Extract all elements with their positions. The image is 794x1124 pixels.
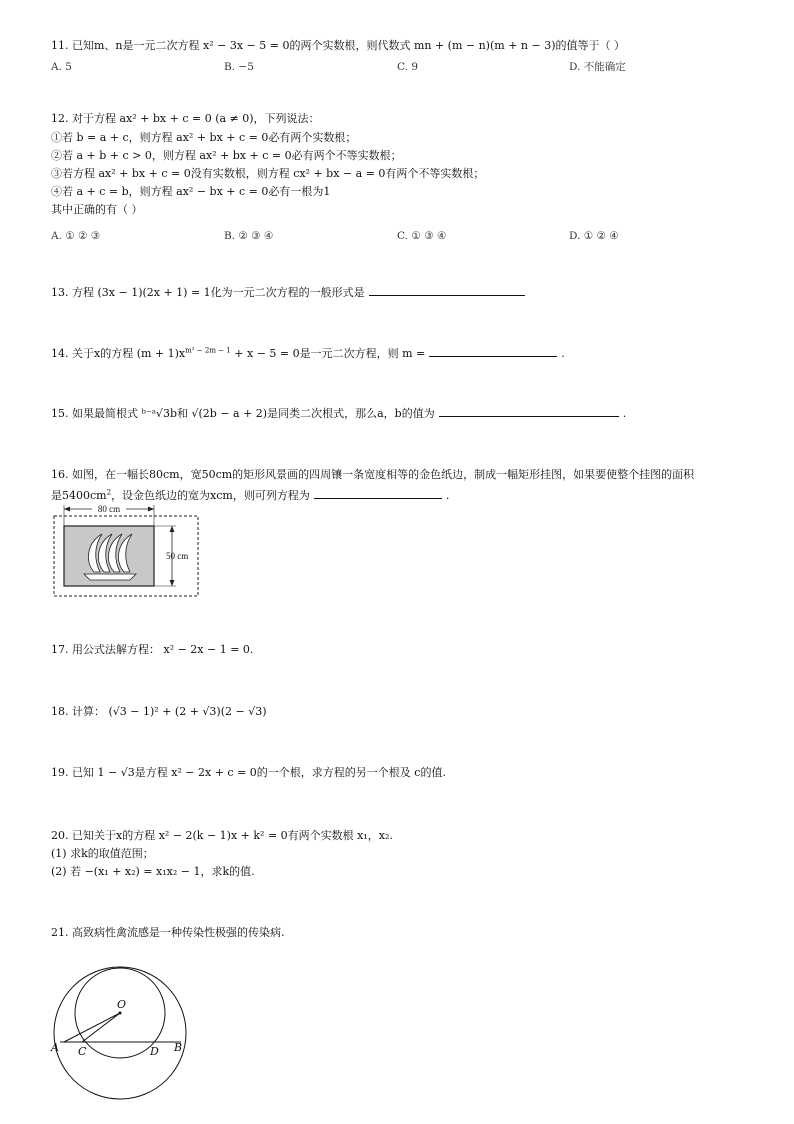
q19-text: 19. 已知 1 − √3是方程 x² − 2x + c = 0的一个根，求方程的另一个根及 c的值. [51, 766, 446, 779]
q14-line [51, 345, 565, 361]
q12-option-d: D. ① ② ④ [569, 230, 619, 242]
q15-line [51, 405, 626, 421]
q12-question: 其中正确的有（ ） [51, 203, 143, 216]
q14-text-after: + x − 5 = 0是一元二次方程，则 m = [230, 347, 426, 360]
q16-height-arrow-top [170, 526, 175, 532]
q18-text: 18. 计算： (√3 − 1)² + (2 + √3)(2 − √3) [51, 705, 267, 718]
q11-option-b: B. −5 [224, 61, 254, 73]
q11-option-d: D. 不能确定 [569, 61, 626, 73]
q11-stem: 11. 已知m、n是一元二次方程 x² − 3x − 5 = 0的两个实数根，则代数式 mn + (m − n)(m + n − 3)的值等于（ ） [51, 39, 625, 52]
q16-line2-before: 是5400cm [51, 489, 107, 502]
q12-option-b: B. ② ③ ④ [224, 230, 274, 242]
q16-height-arrow-bottom [170, 580, 175, 586]
q16-end: . [445, 489, 450, 502]
q16-figure [50, 500, 210, 600]
q12-option-a: A. ① ② ③ [51, 230, 101, 242]
q21-stem: 21. 高致病性禽流感是一种传染性极强的传染病. [51, 926, 285, 939]
q14-exponent: m² − 2m − 1 [185, 346, 231, 355]
q11-option-a: A. 5 [51, 61, 72, 73]
q12-stem: 12. 对于方程 ax² + bx + c = 0 (a ≠ 0)，下列说法： [51, 112, 320, 125]
q16-area-unit-exponent: 2 [106, 488, 112, 497]
q12-item-3: ③若方程 ax² + bx + c = 0没有实数根，则方程 cx² + bx − a = 0有两个不等实数根； [51, 167, 485, 180]
q21-label-b: B [174, 1041, 183, 1054]
q16-width-label: 80 cm [97, 504, 121, 514]
q21-figure [48, 948, 198, 1118]
q21-label-c: C [78, 1045, 87, 1058]
q21-segment-oa [64, 1013, 120, 1042]
q20-part-1: (1) 求k的取值范围； [51, 847, 154, 860]
q16-line2-after: ，设金色纸边的宽为xcm，则可列方程为 [111, 489, 310, 502]
q17-text: 17. 用公式法解方程： x² − 2x − 1 = 0. [51, 643, 254, 656]
q21-label-a: A [51, 1041, 59, 1054]
q14-answer-blank[interactable] [429, 345, 557, 357]
q16-width-arrow-left [64, 507, 70, 512]
q21-label-o: O [117, 998, 127, 1011]
q12-item-1: ①若 b = a + c，则方程 ax² + bx + c = 0必有两个实数根； [51, 131, 357, 144]
q15-text: 15. 如果最简根式 ᵇ⁻ᵃ√3b和 √(2b − a + 2)是同类二次根式，那么a，b的值为 [51, 407, 435, 420]
q13-line [51, 284, 529, 300]
q15-end: . [622, 407, 627, 420]
q21-segment-oc [82, 1013, 120, 1042]
q12-option-c: C. ① ③ ④ [397, 230, 447, 242]
q11-option-c: C. 9 [397, 61, 419, 73]
q14-text-before: 14. 关于x的方程 (m + 1)x [51, 347, 186, 360]
q16-answer-blank[interactable] [314, 487, 442, 499]
q16-height-label: 50 cm [166, 551, 189, 561]
q14-end: . [561, 347, 565, 360]
q20-stem: 20. 已知关于x的方程 x² − 2(k − 1)x + k² = 0有两个实数根 x₁，x₂. [51, 829, 393, 842]
q15-answer-blank[interactable] [439, 405, 619, 417]
q16-width-arrow-right [148, 507, 154, 512]
q12-item-2: ②若 a + b + c > 0，则方程 ax² + bx + c = 0必有两个不等实数根； [51, 149, 402, 162]
q13-text: 13. 方程 (3x − 1)(2x + 1) = 1化为一元二次方程的一般形式是 [51, 286, 365, 299]
q21-outer-circle [54, 967, 186, 1099]
q12-item-4: ④若 a + c = b，则方程 ax² − bx + c = 0必有一根为1 [51, 185, 331, 198]
q13-answer-blank[interactable] [369, 284, 525, 296]
q20-part-2: (2) 若 −(x₁ + x₂) = x₁x₂ − 1，求k的值. [51, 865, 255, 878]
q21-center-point [119, 1012, 122, 1015]
q16-line1: 16. 如图，在一幅长80cm，宽50cm的矩形风景画的四周镶一条宽度相等的金色纸边，制成一幅矩形挂图，如果要使整个挂图的面积 [51, 468, 695, 481]
q21-label-d: D [150, 1045, 159, 1058]
